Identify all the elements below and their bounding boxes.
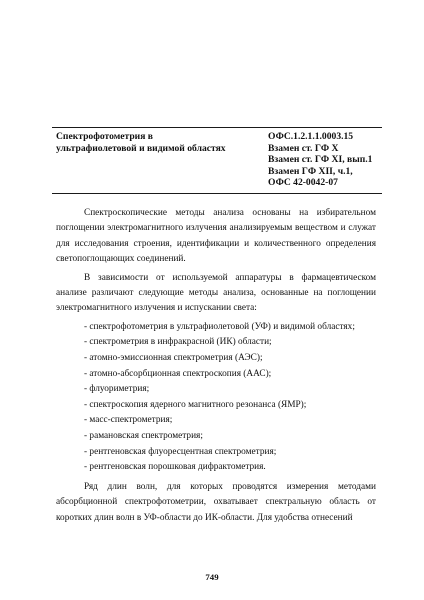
list-item: - масс-спектрометрия; <box>84 415 173 426</box>
methods-list <box>56 320 376 476</box>
list-item: - флуориметрия; <box>84 384 150 395</box>
monograph-title <box>56 131 256 154</box>
list-item: - атомно-эмиссионная спектрометрия (АЭС); <box>84 353 263 364</box>
replaces-line-4: ОФС 42-0042-07 <box>268 177 338 189</box>
list-item: - атомно-абсорбционная спектроскопия (ААС); <box>84 368 272 379</box>
monograph-title-line-2: ультрафиолетовой и видимой областях <box>56 142 226 154</box>
document-body <box>56 206 376 529</box>
replaces-line-3: Взамен ГФ XII, ч.1, <box>268 165 353 177</box>
header-bottom-rule <box>52 193 382 194</box>
list-item: - спектроскопия ядерного магнитного резонанса (ЯМР); <box>84 399 307 410</box>
monograph-title-line-1: Спектрофотометрия в <box>56 131 153 142</box>
page-number: 749 <box>205 572 219 582</box>
replaces-line-1: Взамен ст. ГФ X <box>268 142 339 154</box>
header-top-rule <box>52 127 382 128</box>
replaces-line-2: Взамен ст. ГФ XI, вып.1 <box>268 154 373 166</box>
list-item: - спектрометрия в инфракрасной (ИК) области; <box>84 337 272 348</box>
monograph-code: ОФС.1.2.1.1.0003.15 <box>268 131 354 142</box>
intro-paragraph: Спектроскопические методы анализа основаны на избирательном поглощении электромагнитного излучения анализируемым веществом и служат для исследования строения, идентификации и количественного определения светопоглощающих соединений. <box>56 208 376 265</box>
list-item: - рентгеновская флуоресцентная спектрометрия; <box>84 446 277 457</box>
methods-intro-paragraph: В зависимости от используемой аппаратуры в фармацевтическом анализе различают следующие методы анализа, основанные на поглощении электромагнитного излучения и испускании света: <box>56 272 376 314</box>
list-item: - рамановская спектрометрия; <box>84 431 203 441</box>
wavelength-paragraph: Ряд длин волн, для которых проводятся измерения методами абсорбционной спектрофотометрии, охватывает спектральную область от коротких длин волн в УФ-области до ИК-области. Для удобства отнесений <box>56 481 376 523</box>
monograph-references <box>268 131 388 189</box>
list-item: - рентгеновская порошковая дифрактометрия. <box>84 462 266 473</box>
list-item: - спектрофотометрия в ультрафиолетовой (УФ) и видимой областях; <box>84 321 355 332</box>
